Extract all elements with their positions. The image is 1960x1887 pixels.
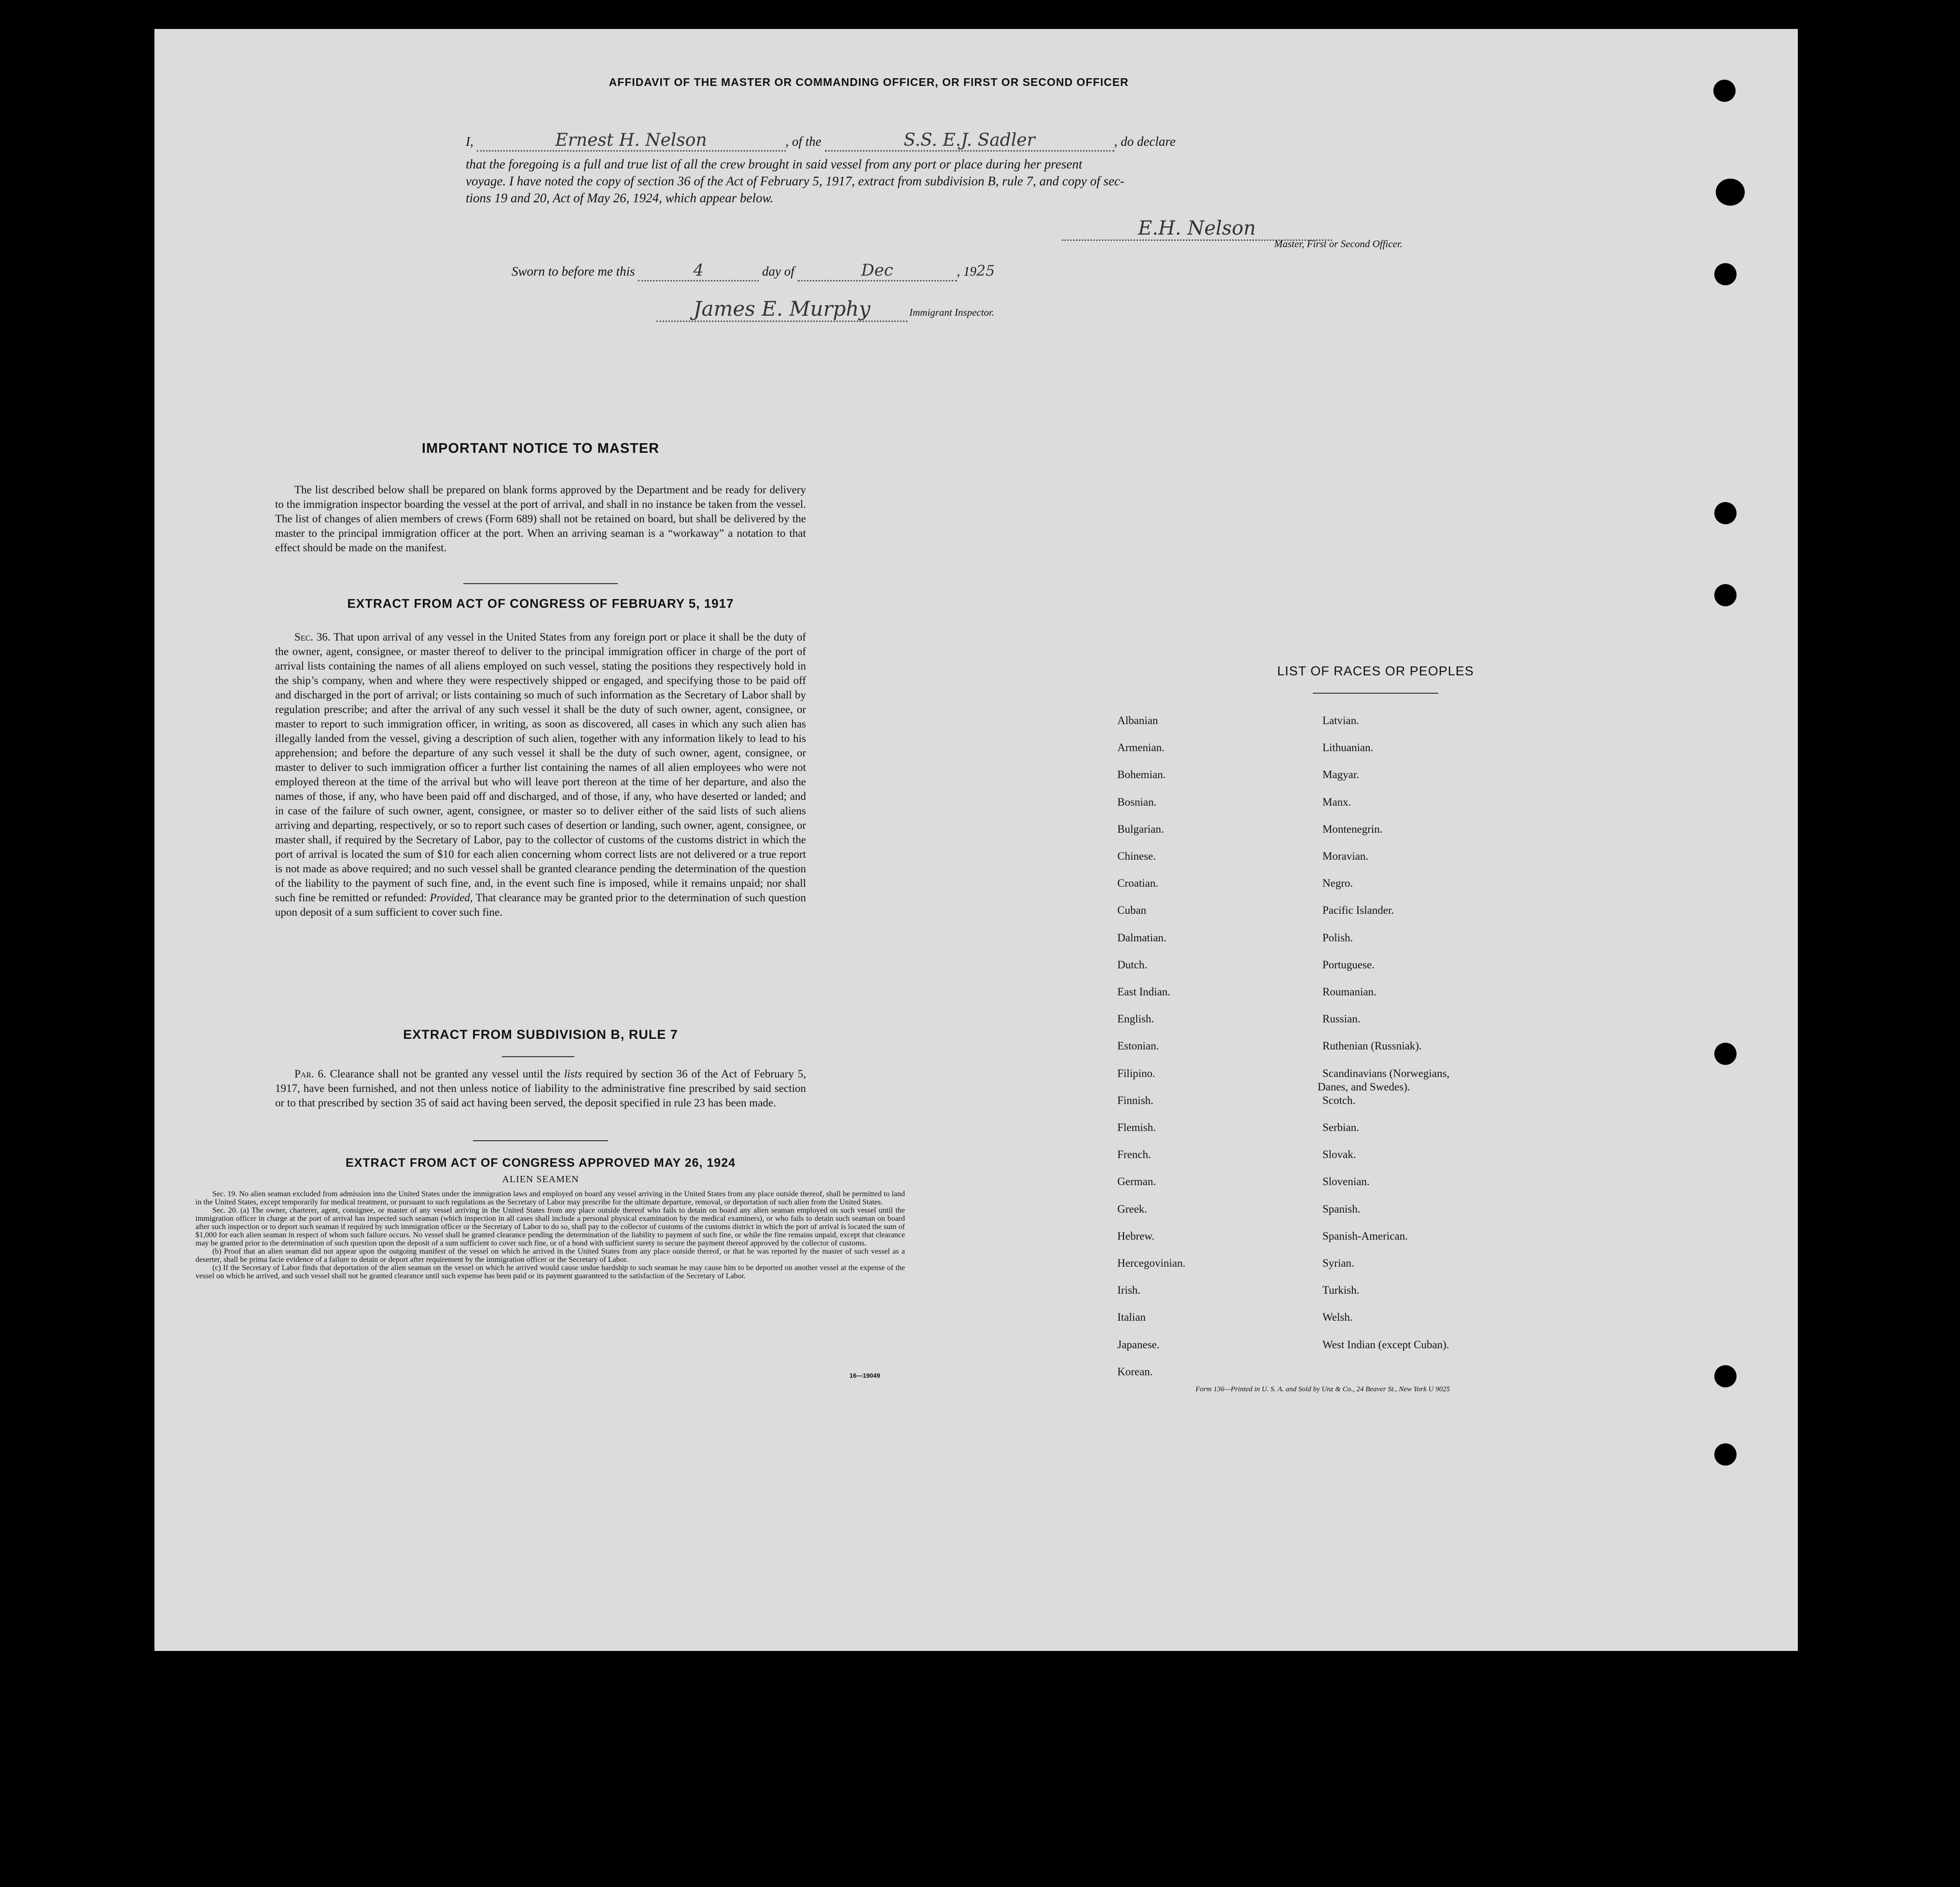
sworn-day-of: day of xyxy=(762,264,794,279)
race-item: West Indian (except Cuban). xyxy=(1322,1338,1449,1351)
inspector-caption: Immigrant Inspector. xyxy=(909,307,995,318)
race-item: Welsh. xyxy=(1322,1311,1353,1324)
binder-hole xyxy=(1714,502,1737,524)
extract-1924-text xyxy=(195,1190,905,1280)
affidavit-title: AFFIDAVIT OF THE MASTER OR COMMANDING OFFICER, OR FIRST OR SECOND OFFICER xyxy=(609,76,1129,88)
race-item: Armenian. xyxy=(1117,741,1165,754)
par6-text-a: Clearance shall not be granted any vessel until the xyxy=(330,1068,560,1080)
par6-label: Par. 6. xyxy=(294,1068,326,1080)
sworn-year-prefix: , 19 xyxy=(957,264,976,279)
race-item: Turkish. xyxy=(1322,1284,1360,1297)
race-item: East Indian. xyxy=(1117,986,1170,998)
notice-title: IMPORTANT NOTICE TO MASTER xyxy=(421,441,660,456)
sworn-day-handwritten: 4 xyxy=(638,261,759,281)
extract-1924-title: EXTRACT FROM ACT OF CONGRESS APPROVED MAY 26, 1924 xyxy=(345,1156,736,1170)
master-signature-block xyxy=(1062,217,1496,250)
divider xyxy=(463,583,618,584)
race-item: Portuguese. xyxy=(1322,958,1375,971)
race-item: Scandinavians (Norwegians, xyxy=(1322,1067,1450,1079)
race-item: Albanian xyxy=(1117,714,1158,727)
binder-hole xyxy=(1714,1443,1737,1466)
race-item: Polish. xyxy=(1322,931,1353,944)
race-item: Slovak. xyxy=(1322,1148,1356,1161)
notice-text: The list described below shall be prepared on blank forms approved by the Department and be ready for delivery to the immigration inspector boarding the vessel at the port of arrival, and shall in no instance be taken from the vessel. The list of changes of alien members of crews (Form 689) shall not be retained on board, but shall be delivered by the master to the principal immigration officer at the port. When an arriving seaman is a “workaway” a notation to that effect should be made on the manifest. xyxy=(275,484,806,554)
divider xyxy=(473,1140,608,1141)
race-item: French. xyxy=(1117,1148,1151,1161)
sec20b-text: (b) Proof that an alien seaman did not appear upon the outgoing manifest of the vessel on which he arrived in the United States from any place outside thereof, or that he was reported by the master of such vessel as a deserter, shall be prima facie evidence of a failure to detain or deport after requirement by the immigration officer or the Secretary of Labor. xyxy=(195,1247,905,1264)
race-item: Serbian. xyxy=(1322,1121,1360,1133)
binder-hole xyxy=(1714,1365,1737,1387)
race-item: Irish. xyxy=(1117,1284,1140,1297)
race-item: Chinese. xyxy=(1117,850,1156,862)
race-item: Latvian. xyxy=(1322,714,1359,727)
race-item: Negro. xyxy=(1322,877,1353,890)
sec36-proviso-label: Provided, xyxy=(430,892,473,904)
par6-lists-word: lists xyxy=(564,1068,582,1080)
race-item: Bulgarian. xyxy=(1117,823,1164,835)
race-item: Croatian. xyxy=(1117,877,1158,890)
race-item: Italian xyxy=(1117,1311,1146,1324)
race-item: Greek. xyxy=(1117,1202,1147,1215)
sec20c-text: (c) If the Secretary of Labor finds that deportation of the alien seaman on the vessel on which he arrived would cause undue hardship to such seaman he may cause him to be deported on another vessel at the expense of the vessel on which he arrived, and such vessel shall not be granted clearance until such expense has been paid or its payment guaranteed to the satisfaction of the Secretary of Labor. xyxy=(195,1264,905,1280)
race-item: Manx. xyxy=(1322,796,1351,808)
sworn-prefix: Sworn to before me this xyxy=(512,264,635,279)
binder-hole xyxy=(1716,179,1745,206)
affidavit-line1 xyxy=(466,130,1537,152)
race-item: Pacific Islander. xyxy=(1322,904,1394,917)
affidavit-line4: tions 19 and 20, Act of May 26, 1924, which appear below. xyxy=(466,191,774,205)
sworn-year-handwritten: 25 xyxy=(976,263,995,280)
par6-text-b: required by section 36 of the Act of February 5, 1917, have been furnished, and not then unless notice of liability to the administrative fine prescribed by said section or to that prescribed by section 35 of said act having been served, the deposit specified in rule 23 has been made. xyxy=(275,1068,806,1109)
race-item: Lithuanian. xyxy=(1322,741,1374,754)
race-item: Finnish. xyxy=(1117,1094,1154,1106)
race-item: Montenegrin. xyxy=(1322,823,1383,835)
race-item: Japanese. xyxy=(1117,1338,1160,1351)
race-item: Estonian. xyxy=(1117,1040,1159,1052)
master-signature-handwritten: E.H. Nelson xyxy=(1062,217,1332,241)
race-item: Roumanian. xyxy=(1322,986,1376,998)
sec36-body: That upon arrival of any vessel in the United States from any foreign port or place it shall be the duty of the owner, agent, consignee, or master thereof to deliver to the principal immigration officer in charge of the port of arrival lists containing the names of all aliens employed on such vessel, stating the positions they respectively hold in the ship’s company, when and where they were respectively shipped or engaged, and specifying those to be paid off and discharged in the port of arrival; or lists containing so much of such information as the Secretary of Labor shall by regulation prescribe; and after the arrival of any such vessel it shall be the duty of such owner, agent, consignee, or master to report to such immigration officer, in writing, as soon as discovered, all cases in which any such alien has illegally landed from the vessel, giving a description of such alien, together with any information likely to lead to his apprehension; and before the departure of any such vessel it shall be the duty of such owner, agent, consignee, or master to deliver to such immigration officer a further list containing the names of all alien employees who were not employed thereon at the time of the arrival but who will leave port thereon at the time of her departure, and also the names of those, if any, who have been paid off and discharged, and of those, if any, who have deserted or landed; and in case of the failure of such owner, agent, consignee, or master so to deliver either of the said lists of such aliens arriving and departing, respectively, or so to report such cases of desertion or landing, such owner, agent, consignee, or master shall, if required by the Secretary of Labor, pay to the collector of customs of the customs district in which the port of arrival is located the sum of $10 for each alien concerning whom correct lists are not delivered or a true report is not made as above required; and no such vessel shall be granted clearance pending the determination of the question of the liability to the payment of such fine, and, in the event such fine is imposed, while it remains unpaid; nor shall such fine be remitted or refunded: xyxy=(275,631,806,904)
vessel-name-handwritten: S.S. E.J. Sadler xyxy=(825,130,1114,152)
race-item: Scotch. xyxy=(1322,1094,1356,1106)
printer-imprint: Form 136—Printed in U. S. A. and Sold by Unz & Co., 24 Beaver St., New York U 9025 xyxy=(1195,1385,1450,1393)
sworn-line xyxy=(512,261,1284,281)
race-item: Bosnian. xyxy=(1117,796,1157,808)
race-item: Spanish. xyxy=(1322,1202,1361,1215)
master-signature-caption: Master, First or Second Officer. xyxy=(1274,238,1403,250)
form-number: 16—19049 xyxy=(849,1372,880,1379)
race-item: Cuban xyxy=(1117,904,1147,917)
race-item: Syrian. xyxy=(1322,1257,1354,1269)
affidavit-of-the: , of the xyxy=(785,134,821,149)
binder-hole xyxy=(1714,263,1737,285)
race-item: Danes, and Swedes). xyxy=(1318,1080,1410,1093)
race-item: English. xyxy=(1117,1013,1154,1025)
race-item: Dalmatian. xyxy=(1117,931,1167,944)
binder-hole xyxy=(1713,80,1736,102)
race-item: Hebrew. xyxy=(1117,1230,1155,1242)
sec36-label: Sec. 36. xyxy=(294,631,331,643)
race-item: Korean. xyxy=(1117,1365,1153,1378)
binder-hole xyxy=(1714,1043,1737,1065)
affidavit-line2: that the foregoing is a full and true list of all the crew brought in said vessel from any port or place during her present xyxy=(466,157,1083,171)
race-item: Slovenian. xyxy=(1322,1175,1370,1188)
race-item: Moravian. xyxy=(1322,850,1369,862)
master-name-handwritten: Ernest H. Nelson xyxy=(477,130,786,152)
sec36-proviso-text: That clearance may be granted prior to the determination of such question upon deposit of a sum sufficient to cover such fine. xyxy=(275,892,806,918)
race-item: Spanish-American. xyxy=(1322,1230,1408,1242)
document-page xyxy=(154,29,1798,1651)
sec20a-text: Sec. 20. (a) The owner, charterer, agent, consignee, or master of any vessel arriving in the United States from any place outside thereof who fails to detain on board any alien seaman employed on such vessel until the immigration officer in charge at the port of arrival has inspected such seaman (which inspection in all cases shall include a personal physical examination by the medical examiners), or who fails to detain such seaman on board after such inspection or to deport such seaman if required by such immigration officer or the Secretary of Labor to do so, shall pay to the collector of customs of the customs district in which the port of arrival is located the sum of $1,000 for each alien seaman in respect of whom such failure occurs. No vessel shall be granted clearance pending the determination of the liability to payment of such fine, or while the fine remains unpaid, except that clearance may be granted prior to the determination of such question upon the deposit of a sum sufficient to cover such fine, or of a bond with sufficient surety to secure the payment thereof approved by the collector of customs. xyxy=(195,1206,905,1247)
inspector-signature-handwritten: James E. Murphy xyxy=(656,297,907,322)
race-item: Ruthenian (Russniak). xyxy=(1322,1040,1422,1052)
races-title: LIST OF RACES OR PEOPLES xyxy=(1277,664,1474,678)
race-item: Magyar. xyxy=(1322,769,1360,781)
rule7-text xyxy=(275,1067,806,1110)
extract-1917-title: EXTRACT FROM ACT OF CONGRESS OF FEBRUARY 5, 1917 xyxy=(347,596,734,611)
divider xyxy=(1313,693,1438,694)
race-item: Hercegovinian. xyxy=(1117,1257,1186,1269)
affidavit-i-prefix: I, xyxy=(466,134,473,149)
sec19-text: Sec. 19. No alien seaman excluded from admission into the United States under the immigration laws and employed on board any vessel arriving in the United States from any place outside thereof, shall be permitted to land in the United States, except temporarily for medical treatment, or pursuant to such regulations as the Secretary of Labor may prescribe for the ultimate departure, removal, or deportation of such alien from the United States. xyxy=(195,1190,905,1206)
race-item: German. xyxy=(1117,1175,1156,1188)
race-item: Filipino. xyxy=(1117,1067,1155,1079)
binder-hole xyxy=(1714,584,1737,606)
extract-1924-subtitle: ALIEN SEAMEN xyxy=(502,1174,579,1185)
race-item: Dutch. xyxy=(1117,958,1147,971)
race-item: Russian. xyxy=(1322,1013,1361,1025)
affidavit-line3: voyage. I have noted the copy of section 36 of the Act of February 5, 1917, extract from subdivision B, rule 7, and copy of sec- xyxy=(466,174,1125,188)
extract-1917-text xyxy=(275,630,806,920)
race-item: Flemish. xyxy=(1117,1121,1156,1133)
race-item: Bohemian. xyxy=(1117,769,1166,781)
divider xyxy=(502,1056,574,1057)
rule7-title: EXTRACT FROM SUBDIVISION B, RULE 7 xyxy=(403,1027,678,1042)
affidavit-do-declare: , do declare xyxy=(1114,134,1176,149)
inspector-line xyxy=(656,297,1236,322)
sworn-month-handwritten: Dec xyxy=(798,261,957,281)
